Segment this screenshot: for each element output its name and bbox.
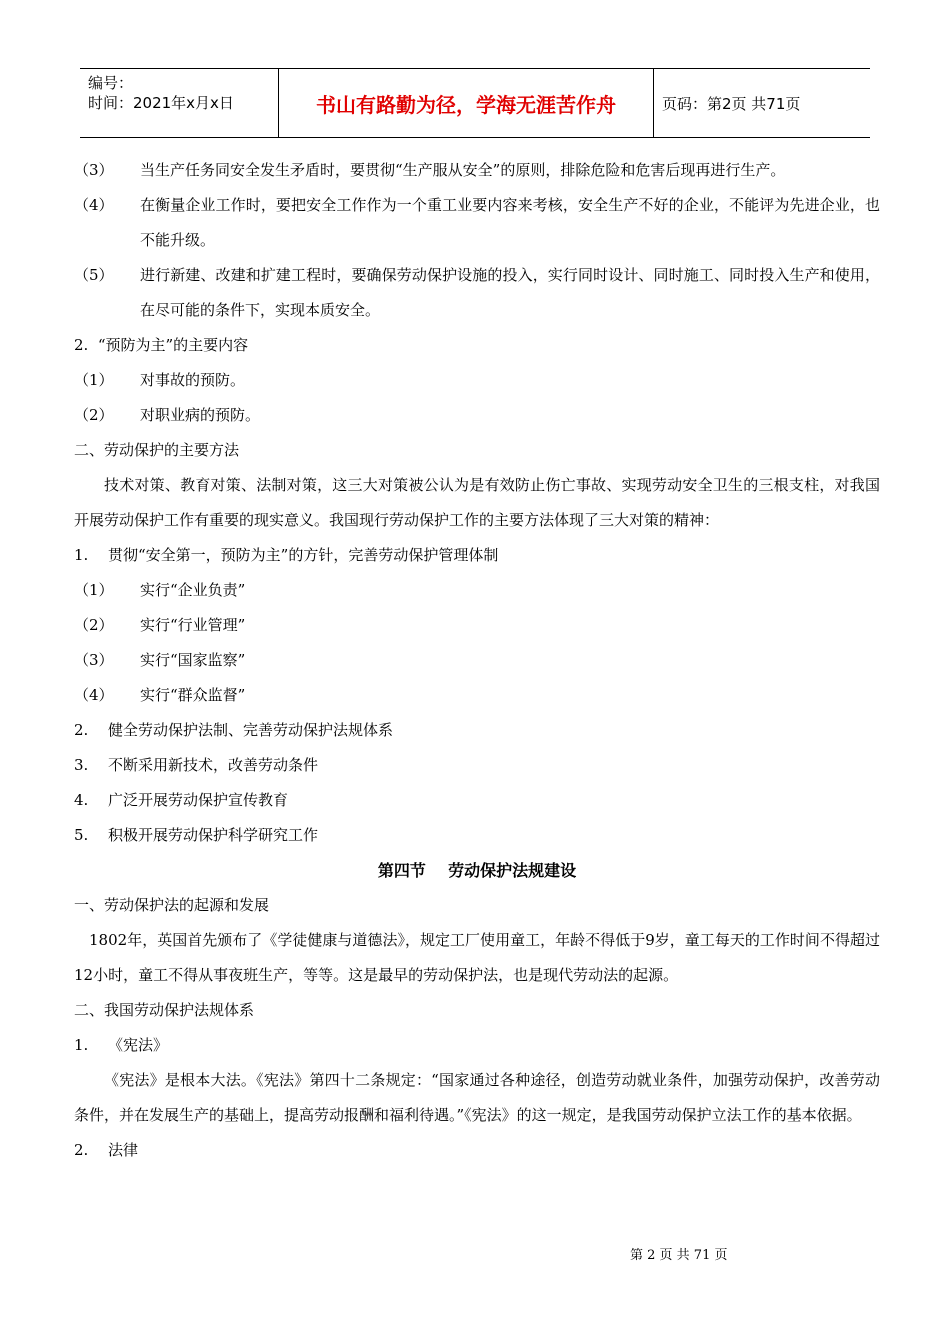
item-number: （4） xyxy=(74,686,114,704)
item-text: 实行“群众监督” xyxy=(140,686,246,704)
item-number: 1. xyxy=(74,1036,89,1054)
item-text: 广泛开展劳动保护宣传教育 xyxy=(108,791,289,809)
item-number: （1） xyxy=(74,581,114,599)
item-text: 在衡量企业工作时，要把安全工作作为一个重工业要内容来考核，安全生产不好的企业，不能评为先进企业，也不能升级。 xyxy=(140,196,880,249)
paragraph: 1802年，英国首先颁布了《学徒健康与道德法》，规定工厂使用童工，年龄不得低于9岁，童工每天的工作时间不得超过12小时，童工不得从事夜班生产，等等。这是最早的劳动保护法，也是现代劳动法的起源。 xyxy=(74,931,880,984)
item-text: 进行新建、改建和扩建工程时，要确保劳动保护设施的投入，实行同时设计、同时施工、同时投入生产和使用，在尽可能的条件下，实现本质安全。 xyxy=(140,266,880,319)
item-number: （2） xyxy=(74,406,114,424)
paragraph: 技术对策、教育对策、法制对策，这三大对策被公认为是有效防止伤亡事故、实现劳动安全卫生的三根支柱，对我国开展劳动保护工作有重要的现实意义。我国现行劳动保护工作的主要方法体现了三大对策的精神： xyxy=(74,476,880,529)
section-heading: 二、我国劳动保护法规体系 xyxy=(74,1001,255,1019)
page-header xyxy=(80,68,870,138)
item-number: 2. xyxy=(74,1141,89,1159)
item-text: 积极开展劳动保护科学研究工作 xyxy=(108,826,319,844)
list-item xyxy=(74,748,880,783)
list-item xyxy=(74,258,880,328)
list-item xyxy=(74,783,880,818)
item-number: 2. xyxy=(74,721,89,739)
item-text: 实行“国家监察” xyxy=(140,651,246,669)
section-title: 第四节 劳动保护法规建设 xyxy=(377,861,577,880)
list-item xyxy=(74,1028,880,1063)
item-number: （1） xyxy=(74,371,114,389)
item-text: 法律 xyxy=(108,1141,139,1159)
list-item xyxy=(74,1133,880,1168)
list-item xyxy=(74,608,880,643)
header-meta xyxy=(80,69,279,137)
list-item xyxy=(74,363,880,398)
item-text: 健全劳动保护法制、完善劳动保护法规体系 xyxy=(108,721,394,739)
list-item xyxy=(74,153,880,188)
list-item xyxy=(74,538,880,573)
item-text: 实行“行业管理” xyxy=(140,616,246,634)
list-item xyxy=(74,643,880,678)
item-number: （2） xyxy=(74,616,114,634)
section-heading: 二、劳动保护的主要方法 xyxy=(74,441,240,459)
item-number: （4） xyxy=(74,196,114,214)
date-label: 时间：2021年x月x日 xyxy=(88,94,234,112)
item-number: 4. xyxy=(74,791,89,809)
item-number: 5. xyxy=(74,826,89,844)
list-item xyxy=(74,678,880,713)
code-label: 编号： xyxy=(88,74,134,92)
item-text: 对事故的预防。 xyxy=(140,371,246,389)
item-text: 《宪法》 xyxy=(108,1036,169,1054)
item-number: （3） xyxy=(74,161,114,179)
footer-page-number: 第 2 页 共 71 页 xyxy=(630,1248,728,1263)
item-text: 不断采用新技术，改善劳动条件 xyxy=(108,756,319,774)
list-item xyxy=(74,188,880,258)
header-motto: 书山有路勤为径，学海无涯苦作舟 xyxy=(279,69,654,137)
section-heading: 一、劳动保护法的起源和发展 xyxy=(74,896,270,914)
item-number: 1. xyxy=(74,546,89,564)
document-body xyxy=(74,153,880,1168)
item-text: 实行“企业负责” xyxy=(140,581,246,599)
list-item xyxy=(74,573,880,608)
list-item xyxy=(74,818,880,853)
item-number: （5） xyxy=(74,266,114,284)
list-item xyxy=(74,713,880,748)
header-page-info: 页码：第2页 共71页 xyxy=(662,94,801,113)
item-text: 当生产任务同安全发生矛盾时，要贯彻“生产服从安全”的原则，排除危险和危害后现再进行生产。 xyxy=(140,161,786,179)
paragraph: 《宪法》是根本大法。《宪法》第四十二条规定：“国家通过各种途径，创造劳动就业条件，加强劳动保护，改善劳动条件，并在发展生产的基础上，提高劳动报酬和福利待遇。”《宪法》的这一规定，是我国劳动保护立法工作的基本依据。 xyxy=(74,1071,880,1124)
item-number: （3） xyxy=(74,651,114,669)
subheading: 2. “预防为主”的主要内容 xyxy=(74,336,249,354)
item-text: 贯彻“安全第一，预防为主”的方针，完善劳动保护管理体制 xyxy=(108,546,499,564)
list-item xyxy=(74,398,880,433)
item-number: 3. xyxy=(74,756,89,774)
item-text: 对职业病的预防。 xyxy=(140,406,261,424)
